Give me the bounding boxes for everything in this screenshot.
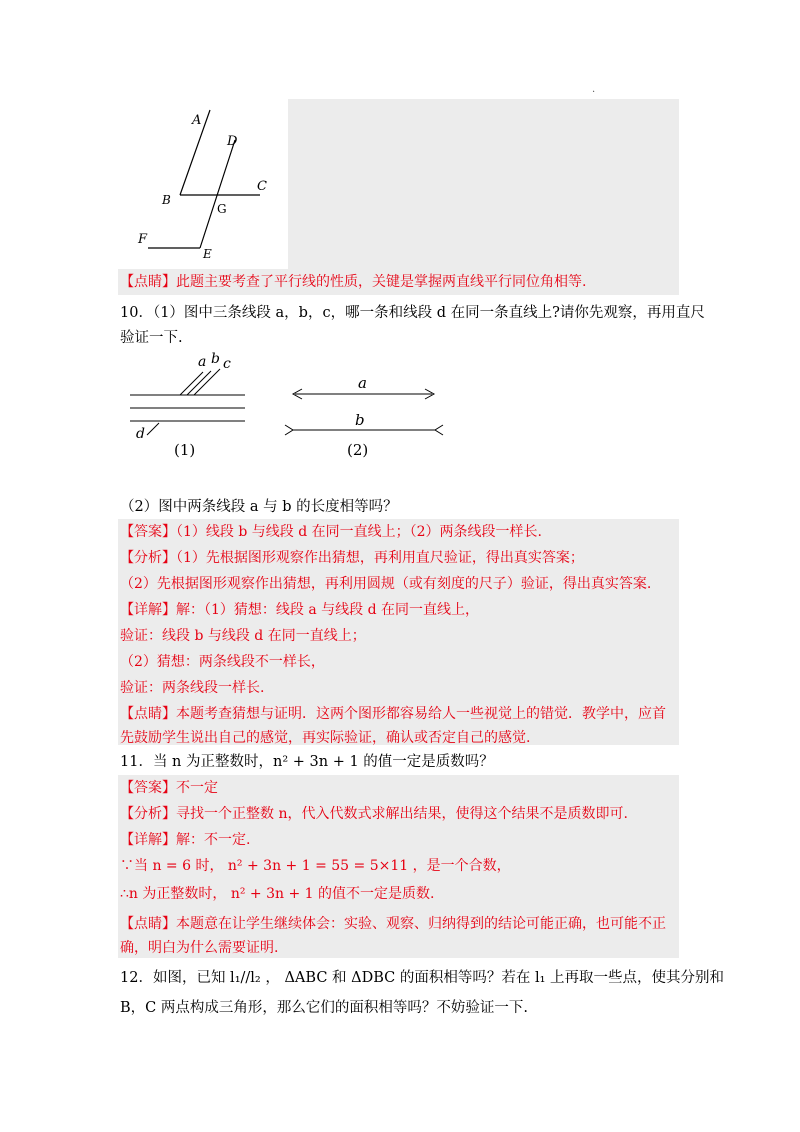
fig2-label-b: b [355,411,365,429]
q10-analysis1: 【分析】（1）先根据图形观察作出猜想，再利用直尺验证，得出真实答案； [120,550,584,566]
q11-dianjing2: 确，明白为什么需要证明. [120,940,279,956]
fig2-label-a: a [358,374,367,392]
segment-b [187,371,211,395]
q11-detail3: ∴n 为正整数时， n² + 3n + 1 的值不一定是质数. [120,886,435,902]
q11-question: 11．当 n 为正整数时，n² + 3n + 1 的值一定是质数吗？ [120,754,494,770]
fig1-label-b: b [211,351,220,367]
line-DE [200,140,235,248]
label-G: G [217,202,227,216]
q11-answer: 【答案】不一定 [120,780,218,796]
q10-detail3: （2）猜想：两条线段不一样长， [120,654,325,670]
q11-dianjing1: 【点睛】本题意在让学生继续体会：实验、观察、归纳得到的结论可能正确，也可能不正 [120,916,666,932]
q10-detail1: 【详解】解：（1）猜想：线段 a 与线段 d 在同一直线上， [120,602,480,618]
label-A: A [192,113,202,128]
q10-dianjing2: 先鼓励学生说出自己的感觉，再实际验证，确认或否定自己的感觉. [120,730,531,746]
q12-line1: 12．如图，已知 l₁//l₂ ， ΔABC 和 ΔDBC 的面积相等吗？若在 l₁ 上再取一些点，使其分别和 [120,970,725,986]
q10-detail4: 验证：两条线段一样长. [120,680,265,696]
q10-answer: 【答案】（1）线段 b 与线段 d 在同一直线上；（2）两条线段一样长. [120,524,542,540]
label-C: C [257,179,267,194]
q10-analysis2: （2）先根据图形观察作出猜想，再利用圆规（或有刻度的尺子）验证，得出真实答案. [120,576,652,592]
q12-line2: B，C 两点构成三角形，那么它们的面积相等吗？不妨验证一下. [120,1000,528,1016]
figure-parallel-lines [130,100,280,265]
q10-dianjing1: 【点睛】本题考查猜想与证明．这两个图形都容易给人一些视觉上的错觉．教学中，应首 [120,706,666,722]
q11-detail2: ∵当 n = 6 时， n² + 3n + 1 = 55 = 5×11 ，是一个合数， [120,858,511,874]
segment-c [194,369,220,395]
fig1-label-d: d [136,426,145,442]
label-F: F [138,232,148,247]
header-mark: . [592,84,596,95]
fins-left-b [285,425,293,435]
label-B: B [162,193,171,207]
q10-line1: 10．（1）图中三条线段 a，b，c，哪一条和线段 d 在同一条直线上?请你先观察，再用直尺 [120,305,705,321]
q10-detail2: 验证：线段 b 与线段 d 在同一直线上； [120,628,366,644]
fig1-label-a: a [198,354,207,370]
fig2-caption: (2) [347,441,369,459]
q9-answer-block [288,99,679,269]
q11-detail1: 【详解】解：不一定. [120,832,251,848]
q10-line2: 验证一下. [120,330,183,346]
q11-analysis: 【分析】寻找一个正整数 n，代入代数式求解出结果，使得这个结果不是质数即可. [120,806,628,822]
label-E: E [203,247,212,261]
fig1-label-c: c [223,356,231,372]
q10-part2: （2）图中两条线段 a 与 b 的长度相等吗？ [120,499,398,515]
fins-right-b [435,425,443,435]
fig1-caption: (1) [174,441,196,459]
label-D: D [227,134,238,149]
figure-q10 [125,348,455,466]
segment-d [147,423,159,435]
segment-a [180,372,203,395]
q9-dianjing: 【点睛】此题主要考查了平行线的性质，关键是掌握两直线平行同位角相等. [120,274,587,290]
